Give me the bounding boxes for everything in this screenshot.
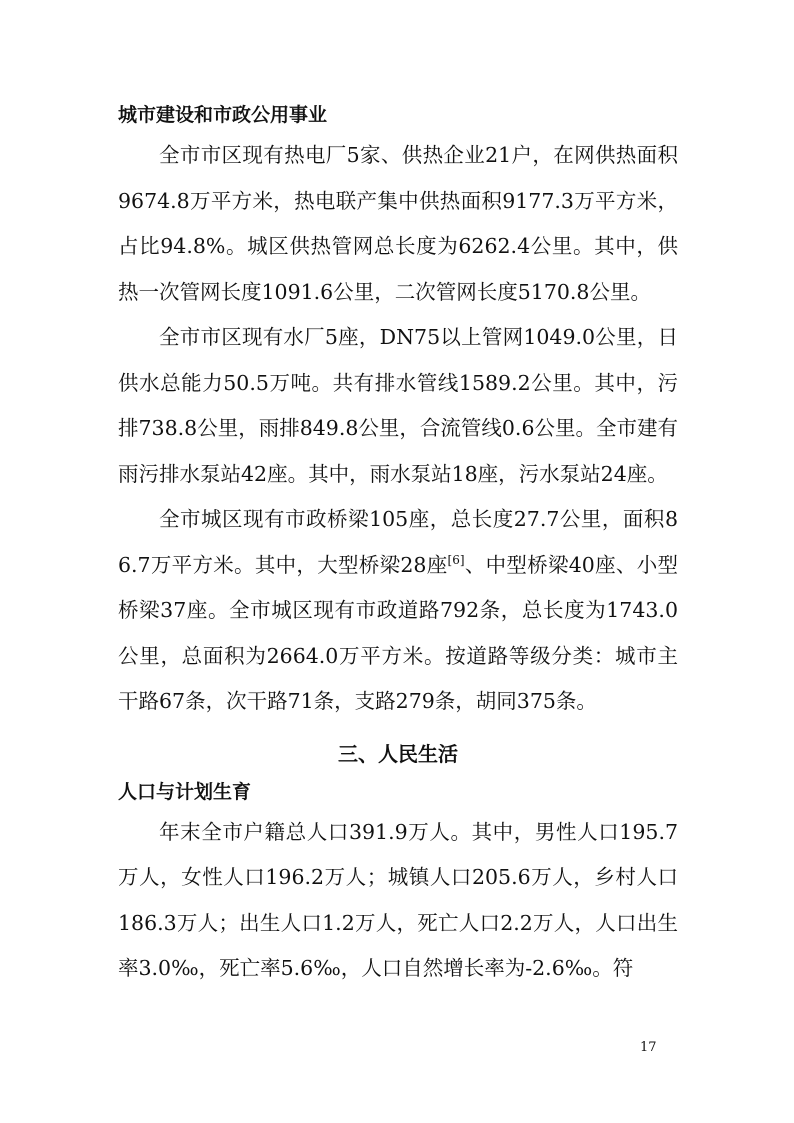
chapter-title-people-life: 三、人民生活 <box>338 741 458 766</box>
paragraph-heating: 全市市区现有热电厂5家、供热企业21户，在网供热面积9674.8万平方米，热电联产集中供热面积9177.3万平方米，占比94.8%。城区供热管网总长度为6262.4公里。其中，供热一次管网长度1091.6公里，二次管网长度5170.8公里。 <box>118 143 678 304</box>
section-heading-urban-construction: 城市建设和市政公用事业 <box>118 104 328 126</box>
paragraph-bridges-text-a: 全市城区现有市政桥梁105座，总长度27.7公里，面积86.7万平方米。其中，大型桥梁28座 <box>118 507 678 577</box>
footnote-marker: [6] <box>447 552 465 567</box>
paragraph-population: 年末全市户籍总人口391.9万人。其中，男性人口195.7万人，女性人口196.2万人；城镇人口205.6万人，乡村人口186.3万人；出生人口1.2万人，死亡人口2.2万人，人口出生率3.0‰，死亡率5.6‰，人口自然增长率为-2.6‰。符 <box>118 819 678 980</box>
document-page <box>118 100 678 992</box>
paragraph-bridges-roads <box>118 497 678 725</box>
paragraph-bridges-text-b: 、中型桥梁40座、小型桥梁37座。全市城区现有市政道路792条，总长度为1743.0公里，总面积为2664.0万平方米。按道路等级分类：城市主干路67条，次干路71条，支路279条，胡同375条。 <box>118 552 679 713</box>
section-heading-population: 人口与计划生育 <box>118 780 252 803</box>
page-number: 17 <box>640 1040 657 1055</box>
paragraph-water-supply: 全市市区现有水厂5座，DN75以上管网1049.0公里，日供水总能力50.5万吨。共有排水管线1589.2公里。其中，污排738.8公里，雨排849.8公里，合流管线0.6公里。全市建有雨污排水泵站42座。其中，雨水泵站18座，污水泵站24座。 <box>118 325 678 486</box>
